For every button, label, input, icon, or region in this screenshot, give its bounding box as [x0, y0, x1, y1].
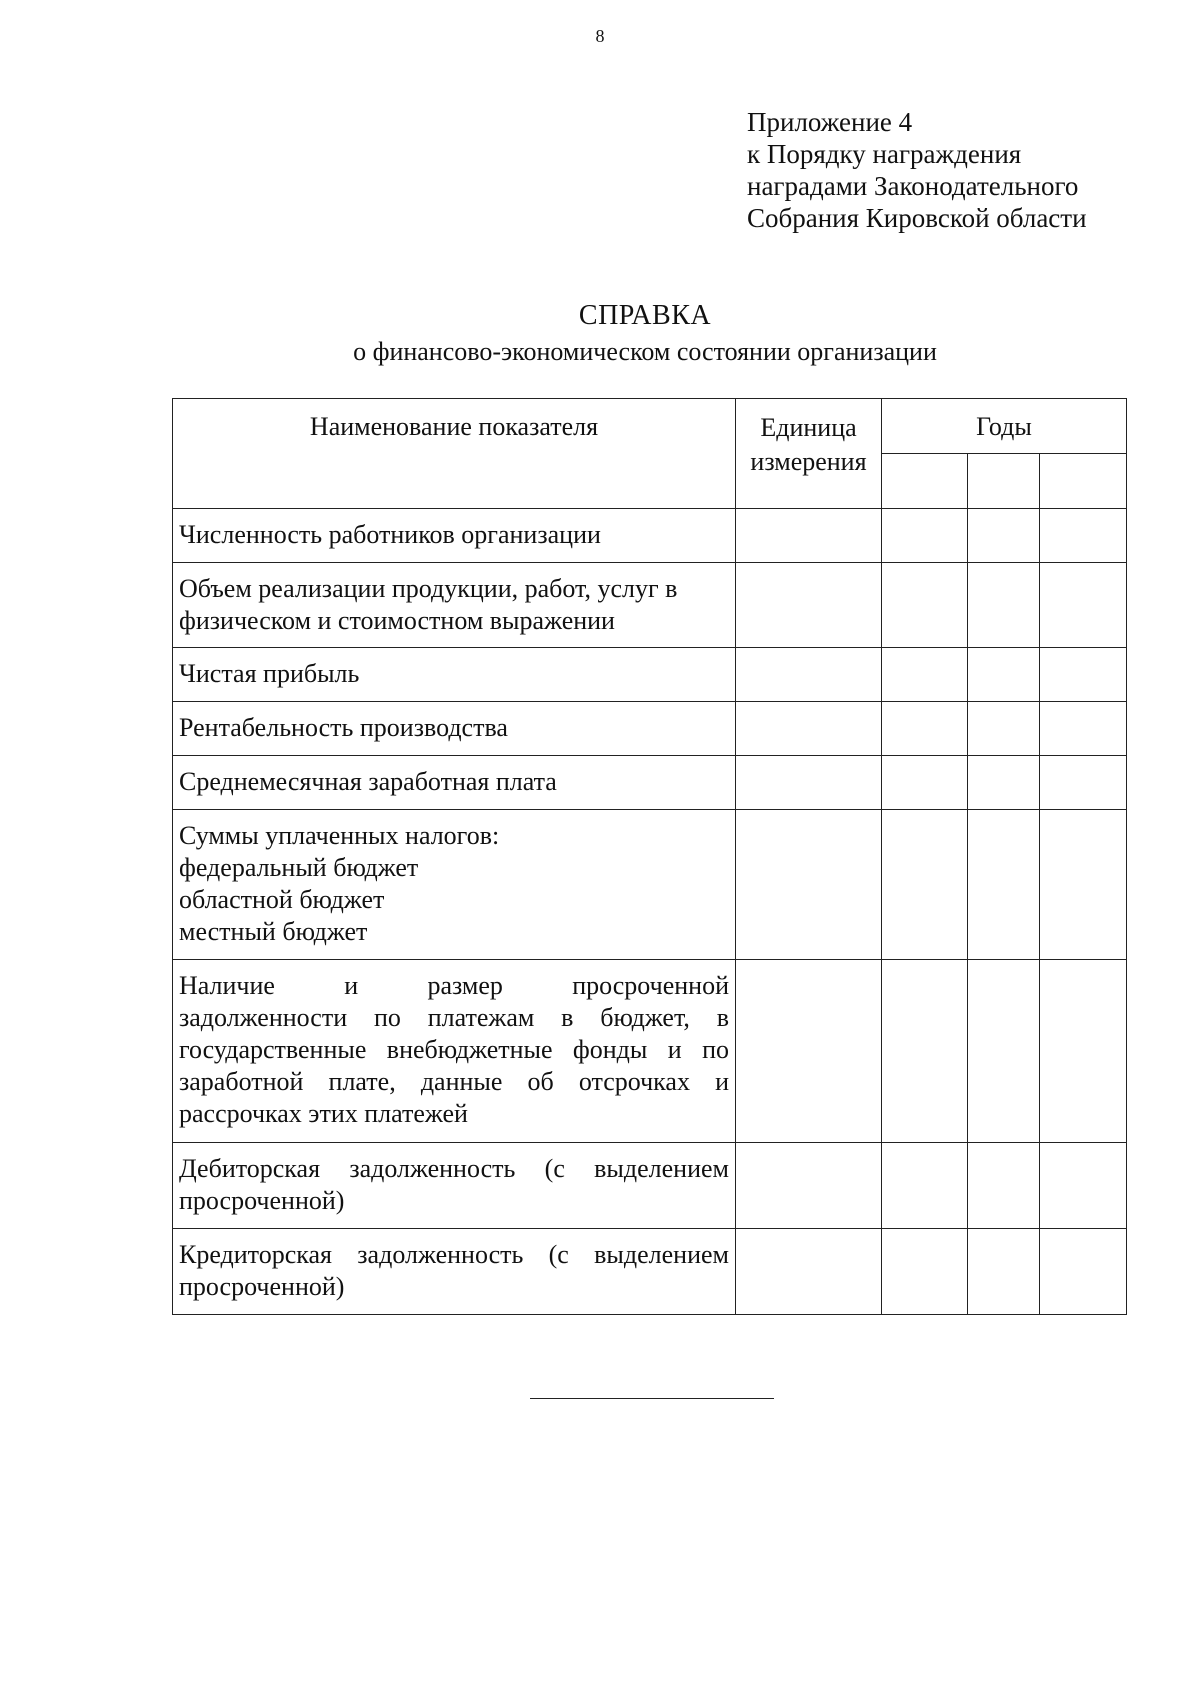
appendix-line: Собрания Кировской области — [747, 203, 1087, 233]
unit-cell[interactable] — [736, 1143, 882, 1229]
year-1-cell[interactable] — [882, 1143, 968, 1229]
indicator-cell — [173, 648, 736, 702]
year-3-cell[interactable] — [1040, 756, 1127, 810]
indicator-line: рассрочках этих платежей — [179, 1099, 468, 1128]
indicator-line: Объем реализации продукции, работ, услуг в — [179, 574, 678, 603]
year-2-cell[interactable] — [968, 702, 1040, 756]
year-1-cell[interactable] — [882, 702, 968, 756]
year-column-2[interactable] — [968, 454, 1040, 509]
year-3-cell[interactable] — [1040, 509, 1127, 563]
indicator-line: Наличие и размер просроченной — [179, 971, 729, 1000]
year-2-cell[interactable] — [968, 1229, 1040, 1315]
appendix-block — [747, 106, 1087, 234]
header-unit-line: Единица — [760, 413, 857, 442]
appendix-line: к Порядку награждения — [747, 139, 1022, 169]
table-row — [173, 1229, 1127, 1315]
year-2-cell[interactable] — [968, 648, 1040, 702]
unit-cell[interactable] — [736, 810, 882, 960]
header-years: Годы — [882, 399, 1127, 454]
indicator-line: Среднемесячная заработная плата — [179, 767, 557, 796]
year-2-cell[interactable] — [968, 1143, 1040, 1229]
appendix-line: Приложение 4 — [747, 107, 913, 137]
table-row — [173, 509, 1127, 563]
indicator-line: Рентабельность производства — [179, 713, 508, 742]
year-1-cell[interactable] — [882, 648, 968, 702]
year-1-cell[interactable] — [882, 1229, 968, 1315]
unit-cell[interactable] — [736, 960, 882, 1143]
year-3-cell[interactable] — [1040, 810, 1127, 960]
indicator-line: Дебиторская задолженность (с выделением — [179, 1154, 729, 1183]
unit-cell[interactable] — [736, 509, 882, 563]
year-3-cell[interactable] — [1040, 1143, 1127, 1229]
indicator-line: государственные внебюджетные фонды и по — [179, 1035, 729, 1064]
indicator-line: задолженности по платежам в бюджет, в — [179, 1003, 729, 1032]
page-number: 8 — [595, 26, 605, 46]
indicator-line: просроченной) — [179, 1272, 345, 1301]
indicator-line: Суммы уплаченных налогов: — [179, 821, 500, 850]
document-subtitle: о финансово-экономическом состоянии организации — [353, 337, 937, 366]
indicator-line: областной бюджет — [179, 885, 385, 914]
appendix-line: наградами Законодательного — [747, 171, 1079, 201]
indicator-line: Численность работников организации — [179, 520, 601, 549]
year-column-1[interactable] — [882, 454, 968, 509]
footer-rule — [530, 1398, 774, 1399]
indicators-table — [172, 398, 1127, 1315]
header-indicator-name: Наименование показателя — [173, 399, 736, 509]
year-1-cell[interactable] — [882, 756, 968, 810]
indicator-line: Чистая прибыль — [179, 659, 360, 688]
year-2-cell[interactable] — [968, 563, 1040, 648]
table-row — [173, 810, 1127, 960]
indicator-cell — [173, 960, 736, 1143]
year-3-cell[interactable] — [1040, 648, 1127, 702]
table-row — [173, 702, 1127, 756]
indicator-cell — [173, 1143, 736, 1229]
header-unit — [736, 399, 882, 509]
table-row — [173, 563, 1127, 648]
indicator-line: Кредиторская задолженность (с выделением — [179, 1240, 729, 1269]
indicator-line: просроченной) — [179, 1186, 345, 1215]
header-unit-line: измерения — [750, 447, 867, 476]
indicator-cell — [173, 563, 736, 648]
indicator-cell — [173, 756, 736, 810]
indicator-cell — [173, 509, 736, 563]
year-3-cell[interactable] — [1040, 563, 1127, 648]
indicator-cell — [173, 1229, 736, 1315]
indicator-line: физическом и стоимостном выражении — [179, 606, 615, 635]
table-body — [173, 509, 1127, 1315]
year-column-3[interactable] — [1040, 454, 1127, 509]
year-1-cell[interactable] — [882, 509, 968, 563]
year-2-cell[interactable] — [968, 756, 1040, 810]
table-row — [173, 960, 1127, 1143]
table-row — [173, 648, 1127, 702]
indicator-cell — [173, 810, 736, 960]
indicator-cell — [173, 702, 736, 756]
table-row — [173, 756, 1127, 810]
unit-cell[interactable] — [736, 563, 882, 648]
year-3-cell[interactable] — [1040, 960, 1127, 1143]
unit-cell[interactable] — [736, 648, 882, 702]
year-1-cell[interactable] — [882, 563, 968, 648]
table-row — [173, 1143, 1127, 1229]
year-1-cell[interactable] — [882, 810, 968, 960]
year-2-cell[interactable] — [968, 810, 1040, 960]
year-2-cell[interactable] — [968, 509, 1040, 563]
year-1-cell[interactable] — [882, 960, 968, 1143]
year-3-cell[interactable] — [1040, 1229, 1127, 1315]
indicator-line: федеральный бюджет — [179, 853, 419, 882]
document-title: СПРАВКА — [578, 300, 712, 331]
year-2-cell[interactable] — [968, 960, 1040, 1143]
unit-cell[interactable] — [736, 1229, 882, 1315]
indicator-line: заработной плате, данные об отсрочках и — [179, 1067, 729, 1096]
year-3-cell[interactable] — [1040, 702, 1127, 756]
unit-cell[interactable] — [736, 702, 882, 756]
unit-cell[interactable] — [736, 756, 882, 810]
indicator-line: местный бюджет — [179, 917, 368, 946]
